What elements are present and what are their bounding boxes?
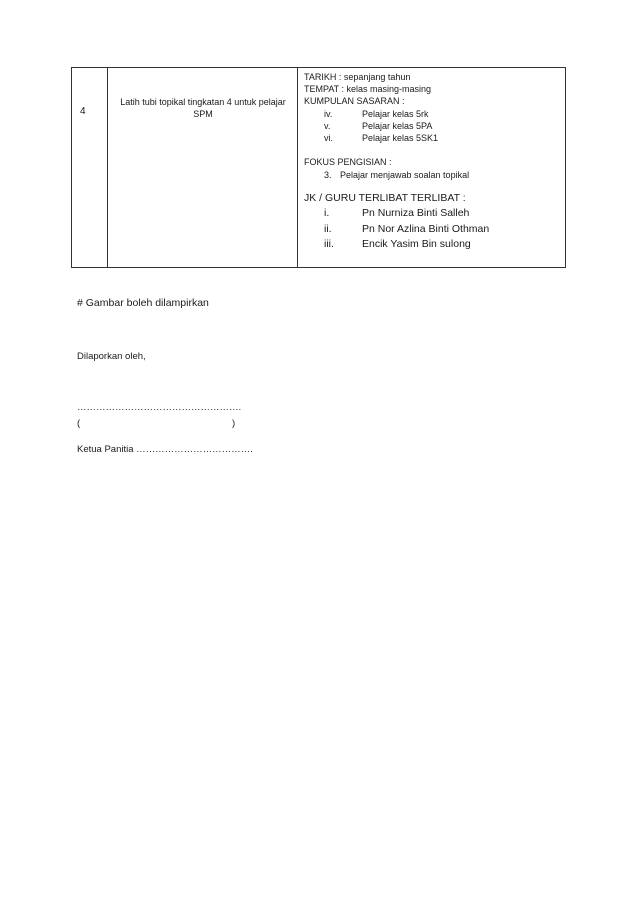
ketua-panitia-line: Ketua Panitia ………………………………. xyxy=(77,444,253,455)
name-paren-open: ( xyxy=(77,418,81,429)
reported-by-label: Dilaporkan oleh, xyxy=(77,351,146,362)
column-divider xyxy=(297,68,298,267)
kumpulan-heading: KUMPULAN SASARAN : xyxy=(304,96,405,107)
jk-item: iii. Encik Yasim Bin sulong xyxy=(324,238,471,251)
kumpulan-item: iv. Pelajar kelas 5rk xyxy=(324,108,429,119)
tarikh-line: TARIKH : sepanjang tahun xyxy=(304,72,411,82)
column-divider xyxy=(107,68,108,267)
jk-heading: JK / GURU TERLIBAT TERLIBAT : xyxy=(304,191,466,204)
attachment-note: # Gambar boleh dilampirkan xyxy=(77,297,209,309)
jk-item: ii. Pn Nor Azlina Binti Othman xyxy=(324,222,490,235)
fokus-item: 3. Pelajar menjawab soalan topikal xyxy=(324,169,470,180)
kumpulan-item: vi. Pelajar kelas 5SK1 xyxy=(324,132,439,143)
activity-details xyxy=(304,71,564,253)
row-number: 4 xyxy=(80,106,86,117)
fokus-heading: FOKUS PENGISIAN : xyxy=(304,157,392,168)
tempat-line: TEMPAT : kelas masing-masing xyxy=(304,84,432,95)
kumpulan-item: v. Pelajar kelas 5PA xyxy=(324,120,433,131)
report-table xyxy=(71,67,566,268)
signature-line: ……………………………………………. xyxy=(77,402,242,413)
name-paren-close: ) xyxy=(232,418,236,429)
jk-item: i. Pn Nurniza Binti Salleh xyxy=(324,207,470,220)
activity-title: Latih tubi topikal tingkatan 4 untuk pelajar SPM xyxy=(120,97,286,119)
